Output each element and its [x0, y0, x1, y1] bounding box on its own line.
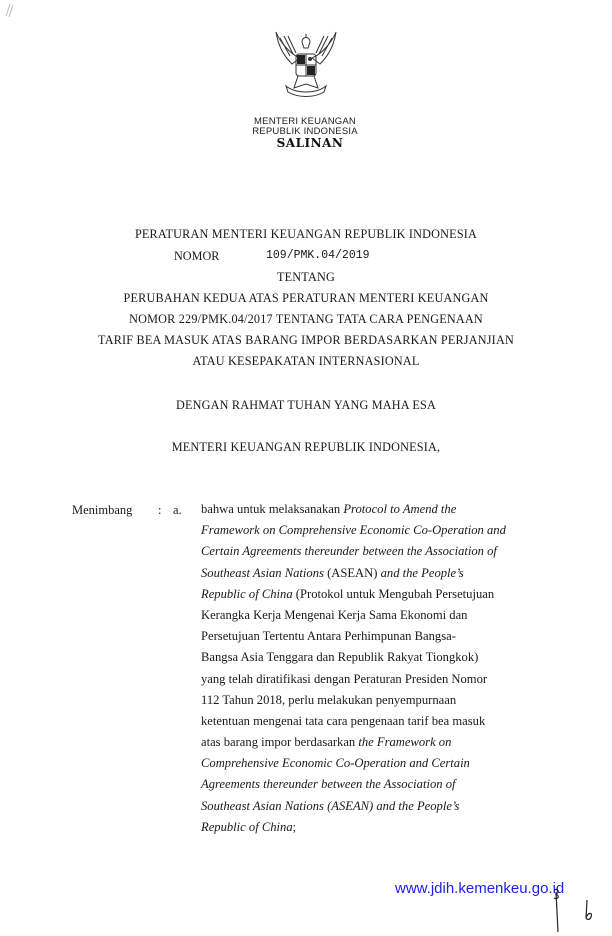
italic-segment: Southeast Asian Nations — [201, 565, 324, 580]
menimbang-body — [201, 499, 545, 838]
text-segment: (Protokol untuk Mengubah Persetujuan — [292, 586, 495, 601]
body-line — [201, 669, 545, 690]
salinan-stamp: SALINAN — [276, 136, 344, 150]
text-segment: ketentuan mengenai tata cara pengenaan tarif bea masuk — [201, 713, 486, 728]
subject-line: TARIF BEA MASUK ATAS BARANG IMPOR BERDASARKAN PERJANJIAN — [98, 333, 514, 347]
italic-segment: Certain Agreements thereunder between the Association of — [201, 544, 497, 559]
text-segment: (ASEAN) — [323, 565, 381, 580]
body-line — [201, 796, 545, 817]
ministry-name-line2: REPUBLIK INDONESIA — [252, 126, 358, 137]
italic-segment: Comprehensive Economic Co-Operation and Certain — [201, 756, 470, 771]
subject-line: ATAU KESEPAKATAN INTERNASIONAL — [192, 354, 420, 368]
body-line — [201, 647, 545, 668]
issuer: MENTERI KEUANGAN REPUBLIK INDONESIA, — [171, 440, 441, 454]
invocation: DENGAN RAHMAT TUHAN YANG MAHA ESA — [176, 398, 436, 412]
body-line — [201, 626, 545, 647]
item-marker: a. — [173, 503, 182, 517]
tentang-heading: TENTANG — [277, 270, 335, 284]
italic-segment: Protocol to Amend the — [343, 502, 457, 516]
body-line — [201, 817, 545, 838]
jdih-website-link[interactable]: www.jdih.kemenkeu.go.id — [395, 880, 565, 897]
signature-mark-icon — [582, 898, 596, 922]
text-segment: atas barang impor berdasarkan — [201, 735, 359, 750]
body-line — [201, 541, 545, 562]
body-line — [201, 753, 545, 774]
italic-segment: Framework on Comprehensive Economic Co-Operation and — [201, 523, 506, 538]
text-segment: ; — [292, 819, 297, 834]
body-line — [201, 690, 545, 711]
body-line — [201, 584, 545, 605]
text-segment: Persetujuan Tertentu Antara Perhimpunan Bangsa- — [201, 629, 456, 644]
text-segment: yang telah diratifikasi dengan Peraturan Presiden Nomor — [201, 671, 488, 686]
body-line — [201, 520, 545, 541]
italic-segment: the Framework on — [358, 735, 452, 750]
nomor-value: 109/PMK.04/2019 — [266, 249, 370, 262]
subject-line: NOMOR 229/PMK.04/2017 TENTANG TATA CARA PENGENAAN — [129, 312, 483, 326]
italic-segment: and the People’s — [380, 565, 464, 580]
text-segment: 112 Tahun 2018, perlu melakukan penyempurnaan — [201, 692, 457, 707]
menimbang-colon: : — [158, 503, 162, 517]
ministry-name-line1: MENTERI KEUANGAN — [254, 116, 356, 127]
text-segment: Bangsa Asia Tenggara dan Republik Rakyat Tiongkok) — [201, 650, 479, 665]
italic-segment: Southeast Asian Nations (ASEAN) and the People’s — [201, 798, 460, 813]
italic-segment: Republic of China — [201, 586, 293, 601]
body-line — [201, 605, 545, 626]
text-segment: Kerangka Kerja Mengenai Kerja Sama Ekonomi dan — [201, 607, 468, 622]
nomor-label: NOMOR — [174, 249, 220, 263]
body-line — [201, 774, 545, 795]
body-line — [201, 499, 545, 520]
corner-pencil-mark-icon — [2, 2, 16, 20]
body-line — [201, 732, 545, 753]
italic-segment: Agreements thereunder between the Association of — [201, 777, 456, 792]
subject-line: PERUBAHAN KEDUA ATAS PERATURAN MENTERI KEUANGAN — [123, 291, 489, 305]
italic-segment: Republic of China — [201, 819, 293, 834]
regulation-title: PERATURAN MENTERI KEUANGAN REPUBLIK INDONESIA — [134, 227, 478, 241]
garuda-emblem-icon — [266, 28, 346, 108]
menimbang-label: Menimbang — [72, 503, 133, 517]
text-segment: bahwa untuk melaksanakan — [201, 502, 344, 516]
body-line — [201, 563, 545, 584]
body-line — [201, 711, 545, 732]
